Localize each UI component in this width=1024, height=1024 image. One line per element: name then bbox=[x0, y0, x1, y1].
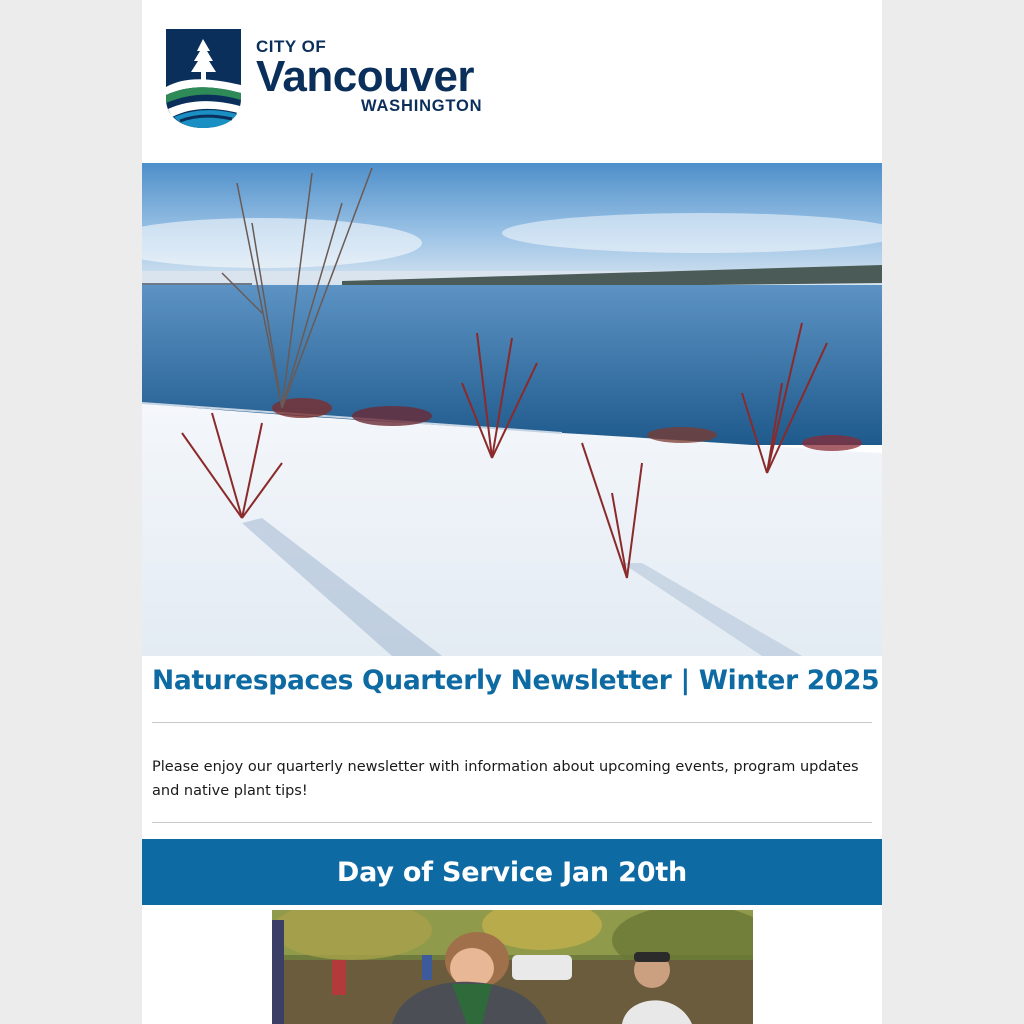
newsletter-intro: Please enjoy our quarterly newsletter with information about upcoming events, program updates and native plant tips! bbox=[152, 759, 859, 799]
snowy-riverbank-photo bbox=[142, 163, 882, 656]
logo-city-of: CITY OF bbox=[256, 37, 327, 56]
newsletter-title: Naturespaces Quarterly Newsletter | Winter 2025 bbox=[152, 665, 880, 696]
section-heading: Day of Service Jan 20th bbox=[336, 856, 688, 888]
logo-state: WASHINGTON bbox=[361, 97, 483, 115]
volunteers-planting-photo bbox=[272, 910, 753, 1024]
divider bbox=[152, 722, 872, 723]
divider bbox=[152, 822, 872, 823]
section-banner bbox=[142, 839, 882, 905]
header bbox=[142, 0, 882, 163]
city-logo-wordmark[interactable] bbox=[256, 38, 482, 115]
newsletter-page bbox=[142, 0, 882, 1024]
logo-city-name: Vancouver bbox=[256, 52, 475, 101]
city-logo-icon[interactable] bbox=[166, 29, 241, 128]
